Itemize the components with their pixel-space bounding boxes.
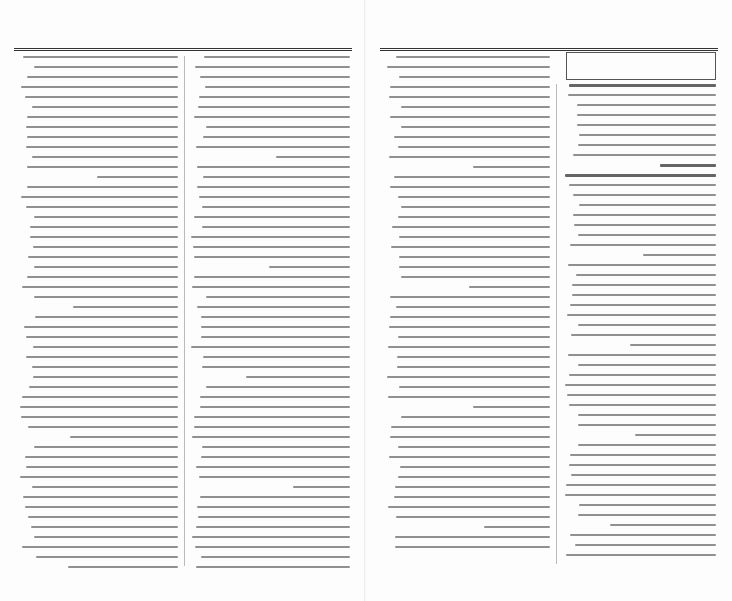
text-line (206, 296, 350, 298)
text-line (577, 114, 716, 116)
right-page-header (380, 32, 718, 46)
text-line (31, 526, 178, 528)
text-line (202, 226, 350, 228)
text-line (391, 426, 550, 428)
right-page (366, 0, 732, 601)
right-page-outer-column (564, 84, 716, 574)
text-line (203, 356, 350, 358)
text-line (576, 274, 716, 276)
text-line (569, 464, 716, 466)
text-line (33, 376, 178, 378)
text-line (399, 386, 550, 388)
text-line (401, 106, 550, 108)
text-line (630, 344, 716, 346)
text-line (567, 394, 716, 396)
text-line (399, 76, 550, 78)
text-line (25, 456, 178, 458)
text-line (34, 296, 178, 298)
text-line (246, 376, 350, 378)
text-line (33, 246, 178, 248)
text-line (390, 186, 550, 188)
text-line (578, 424, 716, 426)
text-line (390, 86, 550, 88)
text-line (27, 186, 178, 188)
text-line (565, 384, 716, 386)
text-line (571, 474, 716, 476)
text-line (565, 174, 716, 177)
text-line (26, 146, 178, 148)
text-line (97, 176, 178, 178)
text-line (34, 216, 178, 218)
text-line (29, 386, 178, 388)
text-line (389, 96, 550, 98)
text-line (398, 216, 550, 218)
text-line (395, 536, 550, 538)
text-line (204, 56, 350, 58)
text-line (573, 214, 716, 216)
text-line (201, 326, 350, 328)
text-line (68, 566, 178, 568)
text-line (395, 486, 550, 488)
text-line (565, 494, 716, 496)
text-line (34, 66, 178, 68)
text-line (20, 406, 178, 408)
text-line (200, 496, 350, 498)
text-line (24, 326, 178, 328)
text-line (569, 84, 716, 87)
text-line (22, 546, 178, 548)
text-line (27, 76, 178, 78)
text-line (399, 266, 550, 268)
right-page-inner-column (386, 56, 550, 576)
text-line (398, 146, 550, 148)
text-line (201, 556, 350, 558)
text-line (401, 416, 550, 418)
text-line (34, 446, 178, 448)
text-line (660, 164, 716, 167)
text-line (32, 486, 178, 488)
text-line (579, 504, 716, 506)
left-page-outer-column (20, 56, 178, 576)
right-page-heading-box (566, 52, 716, 80)
text-line (387, 66, 550, 68)
text-line (203, 176, 350, 178)
text-line (194, 256, 350, 258)
text-line (28, 256, 178, 258)
text-line (399, 256, 550, 258)
text-line (197, 186, 350, 188)
text-line (202, 206, 350, 208)
left-page-inner-column (190, 56, 350, 576)
text-line (23, 496, 178, 498)
text-line (399, 236, 550, 238)
text-line (35, 316, 178, 318)
text-line (392, 226, 550, 228)
text-line (197, 506, 350, 508)
text-line (569, 404, 716, 406)
text-line (203, 136, 350, 138)
text-line (33, 346, 178, 348)
text-line (569, 374, 716, 376)
text-line (199, 196, 350, 198)
text-line (27, 276, 178, 278)
text-line (193, 246, 350, 248)
text-line (21, 196, 178, 198)
text-line (398, 196, 550, 198)
text-line (572, 284, 716, 286)
text-line (28, 426, 178, 428)
text-line (32, 366, 178, 368)
left-header-rule (14, 48, 352, 51)
text-line (30, 226, 178, 228)
text-line (22, 396, 178, 398)
text-line (577, 104, 716, 106)
text-line (568, 94, 716, 96)
text-line (32, 156, 178, 158)
text-line (473, 406, 550, 408)
text-line (25, 96, 178, 98)
text-line (578, 144, 716, 146)
text-line (566, 484, 716, 486)
text-line (191, 236, 350, 238)
text-line (192, 286, 350, 288)
text-line (22, 286, 178, 288)
text-line (578, 514, 716, 516)
text-line (396, 56, 550, 58)
text-line (192, 436, 350, 438)
text-line (400, 466, 550, 468)
text-line (201, 336, 350, 338)
text-line (196, 526, 350, 528)
text-line (269, 266, 350, 268)
text-line (394, 136, 550, 138)
text-line (192, 536, 350, 538)
text-line (199, 96, 350, 98)
text-line (394, 176, 550, 178)
text-line (572, 294, 716, 296)
text-line (20, 476, 178, 478)
text-line (579, 134, 716, 136)
right-header-rule (380, 48, 718, 51)
text-line (571, 334, 716, 336)
text-line (578, 324, 716, 326)
text-line (635, 434, 716, 436)
text-line (32, 106, 178, 108)
text-line (388, 396, 550, 398)
text-line (198, 516, 350, 518)
text-line (25, 506, 178, 508)
text-line (34, 536, 178, 538)
text-line (202, 446, 350, 448)
text-line (578, 234, 716, 236)
text-line (194, 426, 350, 428)
text-line (578, 364, 716, 366)
text-line (28, 516, 178, 518)
text-line (398, 336, 550, 338)
text-line (579, 204, 716, 206)
text-line (578, 414, 716, 416)
text-line (387, 376, 550, 378)
text-line (30, 236, 178, 238)
text-line (34, 266, 178, 268)
text-line (570, 244, 716, 246)
left-page-column-divider (184, 56, 185, 566)
text-line (198, 106, 350, 108)
text-line (394, 496, 550, 498)
text-line (197, 306, 350, 308)
text-line (194, 216, 350, 218)
text-line (206, 386, 350, 388)
text-line (26, 356, 178, 358)
text-line (578, 444, 716, 446)
text-line (196, 466, 350, 468)
text-line (276, 156, 350, 158)
text-line (390, 436, 550, 438)
text-line (389, 326, 550, 328)
text-line (388, 346, 550, 348)
text-line (390, 316, 550, 318)
text-line (194, 276, 350, 278)
text-line (200, 406, 350, 408)
text-line (389, 456, 550, 458)
text-line (26, 126, 178, 128)
text-line (577, 124, 716, 126)
right-page-column-divider (556, 84, 557, 564)
text-line (574, 224, 716, 226)
text-line (36, 556, 178, 558)
text-line (27, 116, 178, 118)
text-line (194, 116, 350, 118)
text-line (401, 206, 550, 208)
text-line (397, 356, 550, 358)
text-line (566, 554, 716, 556)
text-line (401, 126, 550, 128)
text-line (484, 526, 550, 528)
text-line (27, 136, 178, 138)
text-line (199, 476, 350, 478)
text-line (473, 166, 550, 168)
text-line (568, 354, 716, 356)
text-line (398, 476, 550, 478)
text-line (397, 366, 550, 368)
text-line (396, 306, 550, 308)
text-line (568, 264, 716, 266)
text-line (390, 296, 550, 298)
text-line (196, 146, 350, 148)
text-line (27, 166, 178, 168)
text-line (26, 206, 178, 208)
text-line (21, 86, 178, 88)
text-line (643, 254, 716, 256)
text-line (570, 304, 716, 306)
text-line (610, 524, 716, 526)
text-line (388, 506, 550, 508)
text-line (73, 306, 178, 308)
text-line (569, 184, 716, 186)
text-line (570, 454, 716, 456)
text-line (191, 346, 350, 348)
text-line (391, 246, 550, 248)
text-line (201, 456, 350, 458)
text-line (194, 416, 350, 418)
text-line (206, 126, 350, 128)
text-line (293, 486, 350, 488)
text-line (195, 546, 350, 548)
text-line (21, 416, 178, 418)
text-line (390, 116, 550, 118)
text-line (389, 156, 550, 158)
text-line (200, 76, 350, 78)
text-line (200, 396, 350, 398)
text-line (398, 446, 550, 448)
text-line (396, 516, 550, 518)
text-line (395, 546, 550, 548)
text-line (197, 166, 350, 168)
text-line (23, 56, 178, 58)
text-line (570, 534, 716, 536)
text-line (573, 154, 716, 156)
text-line (26, 336, 178, 338)
text-line (469, 286, 550, 288)
text-line (196, 566, 350, 568)
text-line (573, 194, 716, 196)
text-line (70, 436, 178, 438)
text-line (195, 66, 350, 68)
text-line (201, 316, 350, 318)
text-line (26, 466, 178, 468)
text-line (401, 276, 550, 278)
text-line (567, 314, 716, 316)
left-page-header (14, 32, 352, 46)
text-line (575, 544, 716, 546)
text-line (202, 366, 350, 368)
text-line (205, 86, 350, 88)
